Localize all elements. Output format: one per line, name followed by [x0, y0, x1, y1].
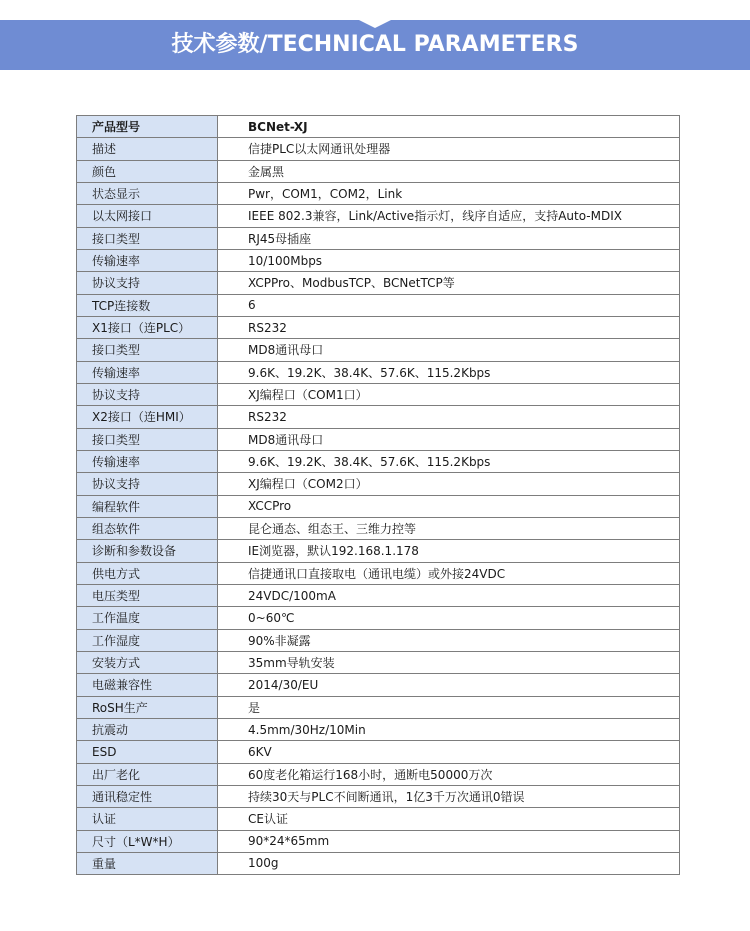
table-row	[77, 763, 680, 785]
param-name-cell: 安装方式	[77, 651, 218, 673]
param-name-cell: 以太网接口	[77, 205, 218, 227]
table-row	[77, 428, 680, 450]
param-name-cell: 接口类型	[77, 339, 218, 361]
param-value-cell: 4.5mm/30Hz/10Min	[218, 718, 680, 740]
param-name-cell: 认证	[77, 808, 218, 830]
param-name-cell: 组态软件	[77, 517, 218, 539]
param-value-cell: 持续30天与PLC不间断通讯，1亿3千万次通讯0错误	[218, 785, 680, 807]
table-row	[77, 540, 680, 562]
param-name-cell: 尺寸（L*W*H）	[77, 830, 218, 852]
table-row	[77, 383, 680, 405]
param-name-cell: 协议支持	[77, 473, 218, 495]
param-value-cell: 24VDC/100mA	[218, 584, 680, 606]
param-name-cell: RoSH生产	[77, 696, 218, 718]
param-name-cell: 工作温度	[77, 607, 218, 629]
param-name-cell: 供电方式	[77, 562, 218, 584]
param-value-cell: 2014/30/EU	[218, 674, 680, 696]
table-row	[77, 495, 680, 517]
header-value-cell: BCNet-XJ	[218, 116, 680, 138]
param-value-cell: 金属黑	[218, 160, 680, 182]
param-value-cell: 10/100Mbps	[218, 249, 680, 271]
param-name-cell: 协议支持	[77, 383, 218, 405]
table-row	[77, 629, 680, 651]
spec-table	[76, 115, 680, 875]
table-row	[77, 830, 680, 852]
table-row	[77, 450, 680, 472]
table-row	[77, 718, 680, 740]
table-row	[77, 741, 680, 763]
param-value-cell: 信捷PLC以太网通讯处理器	[218, 138, 680, 160]
param-name-cell: 描述	[77, 138, 218, 160]
param-value-cell: XJ编程口（COM2口）	[218, 473, 680, 495]
param-value-cell: 6KV	[218, 741, 680, 763]
table-row	[77, 339, 680, 361]
table-row	[77, 138, 680, 160]
table-row	[77, 808, 680, 830]
param-value-cell: 90%非凝露	[218, 629, 680, 651]
param-value-cell: 60度老化箱运行168小时，通断电50000万次	[218, 763, 680, 785]
param-name-cell: 电压类型	[77, 584, 218, 606]
page-title: 技术参数/TECHNICAL PARAMETERS	[171, 32, 579, 57]
table-row	[77, 272, 680, 294]
param-value-cell: XCCPro	[218, 495, 680, 517]
param-name-cell: X1接口（连PLC）	[77, 316, 218, 338]
param-value-cell: XJ编程口（COM1口）	[218, 383, 680, 405]
table-row	[77, 249, 680, 271]
param-name-cell: 传输速率	[77, 450, 218, 472]
table-row	[77, 406, 680, 428]
param-value-cell: 0~60℃	[218, 607, 680, 629]
table-row	[77, 517, 680, 539]
param-value-cell: XCPPro、ModbusTCP、BCNetTCP等	[218, 272, 680, 294]
spec-table-body	[77, 116, 680, 875]
table-row	[77, 607, 680, 629]
param-name-cell: ESD	[77, 741, 218, 763]
param-value-cell: 100g	[218, 852, 680, 874]
param-name-cell: 传输速率	[77, 249, 218, 271]
table-row	[77, 785, 680, 807]
table-row	[77, 294, 680, 316]
param-name-cell: 电磁兼容性	[77, 674, 218, 696]
param-value-cell: 是	[218, 696, 680, 718]
param-name-cell: 诊断和参数设备	[77, 540, 218, 562]
param-name-cell: 接口类型	[77, 428, 218, 450]
param-value-cell: CE认证	[218, 808, 680, 830]
param-value-cell: MD8通讯母口	[218, 339, 680, 361]
param-name-cell: 接口类型	[77, 227, 218, 249]
param-value-cell: MD8通讯母口	[218, 428, 680, 450]
param-value-cell: 6	[218, 294, 680, 316]
param-name-cell: 协议支持	[77, 272, 218, 294]
param-name-cell: 传输速率	[77, 361, 218, 383]
param-name-cell: 出厂老化	[77, 763, 218, 785]
param-name-cell: 重量	[77, 852, 218, 874]
param-name-cell: 工作湿度	[77, 629, 218, 651]
table-row	[77, 562, 680, 584]
param-value-cell: 9.6K、19.2K、38.4K、57.6K、115.2Kbps	[218, 361, 680, 383]
param-value-cell: RS232	[218, 406, 680, 428]
param-value-cell: IE浏览器，默认192.168.1.178	[218, 540, 680, 562]
param-name-cell: 编程软件	[77, 495, 218, 517]
table-row	[77, 584, 680, 606]
table-row	[77, 182, 680, 204]
table-row	[77, 696, 680, 718]
table-row	[77, 227, 680, 249]
param-name-cell: 抗震动	[77, 718, 218, 740]
param-name-cell: 状态显示	[77, 182, 218, 204]
param-value-cell: 35mm导轨安装	[218, 651, 680, 673]
param-value-cell: Pwr，COM1，COM2，Link	[218, 182, 680, 204]
table-header-row	[77, 116, 680, 138]
table-row	[77, 674, 680, 696]
table-row	[77, 361, 680, 383]
param-name-cell: 颜色	[77, 160, 218, 182]
param-name-cell: X2接口（连HMI）	[77, 406, 218, 428]
param-value-cell: IEEE 802.3兼容，Link/Active指示灯，线序自适应，支持Auto-MDIX	[218, 205, 680, 227]
table-row	[77, 205, 680, 227]
param-value-cell: 9.6K、19.2K、38.4K、57.6K、115.2Kbps	[218, 450, 680, 472]
param-name-cell: 通讯稳定性	[77, 785, 218, 807]
param-value-cell: RS232	[218, 316, 680, 338]
param-value-cell: RJ45母插座	[218, 227, 680, 249]
param-name-cell: TCP连接数	[77, 294, 218, 316]
table-row	[77, 473, 680, 495]
param-value-cell: 信捷通讯口直接取电（通讯电缆）或外接24VDC	[218, 562, 680, 584]
table-row	[77, 651, 680, 673]
header-key-cell: 产品型号	[77, 116, 218, 138]
table-row	[77, 316, 680, 338]
param-value-cell: 昆仑通态、组态王、三维力控等	[218, 517, 680, 539]
param-value-cell: 90*24*65mm	[218, 830, 680, 852]
table-row	[77, 852, 680, 874]
table-row	[77, 160, 680, 182]
